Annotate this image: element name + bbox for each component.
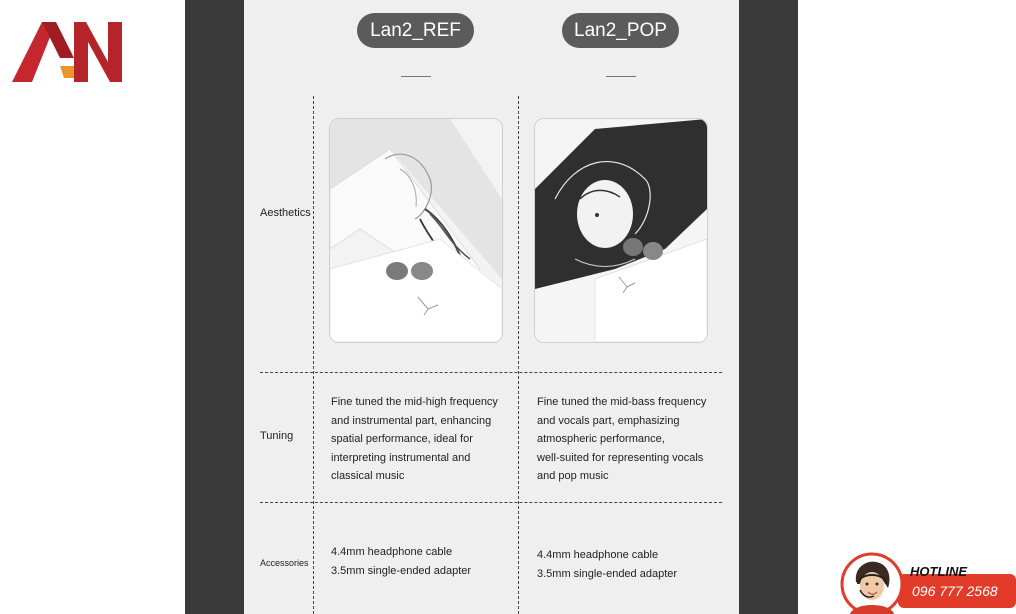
tuning-pop-line: atmospheric performance, [537,433,665,445]
accessory-ref-line: 4.4mm headphone cable [331,546,453,558]
tuning-pop-line: and vocals part, emphasizing [537,414,680,427]
accessory-ref-line: 3.5mm single-ended adapter [331,565,472,577]
brand-logo[interactable] [12,18,124,84]
accessory-pop-line: 4.4mm headphone cable [537,549,659,561]
column-title-pop: Lan2_POP [562,13,679,48]
accessory-pop-line: 3.5mm single-ended adapter [537,568,678,580]
header-divider-pop [606,76,636,77]
row-divider-2 [260,502,722,503]
accessories-text-ref [331,543,471,581]
tuning-ref-line: and instrumental part, enhancing [331,414,492,427]
hotline-label: HOTLINE [910,564,968,579]
tuning-ref-line: classical music [331,470,405,482]
hotline-widget[interactable] [840,550,1016,614]
row-label-accessories: Accessories [260,558,309,568]
row-label-tuning: Tuning [260,430,294,442]
product-image-pop [534,118,708,343]
row-label-aesthetics: Aesthetics [260,207,311,219]
tuning-pop-line: and pop music [537,470,609,482]
tuning-text-pop [537,393,706,486]
tuning-pop-line: well-suited for representing vocals [537,451,704,464]
tuning-ref-line: Fine tuned the mid-high frequency [331,396,498,408]
tuning-ref-line: spatial performance, ideal for [331,433,473,445]
hotline-number[interactable]: 096 777 2568 [912,583,998,599]
product-image-ref [329,118,503,343]
header-divider-ref [401,76,431,77]
row-divider-1 [260,372,722,373]
column-divider-2 [518,96,519,614]
support-agent-icon [840,552,904,614]
column-divider-1 [313,96,314,614]
tuning-text-ref [331,393,498,486]
logo-n-letter [74,22,122,82]
column-title-ref: Lan2_REF [357,13,474,48]
tuning-ref-line: interpreting instrumental and [331,451,471,464]
tuning-pop-line: Fine tuned the mid-bass frequency [537,396,707,408]
accessories-text-pop [537,546,677,584]
